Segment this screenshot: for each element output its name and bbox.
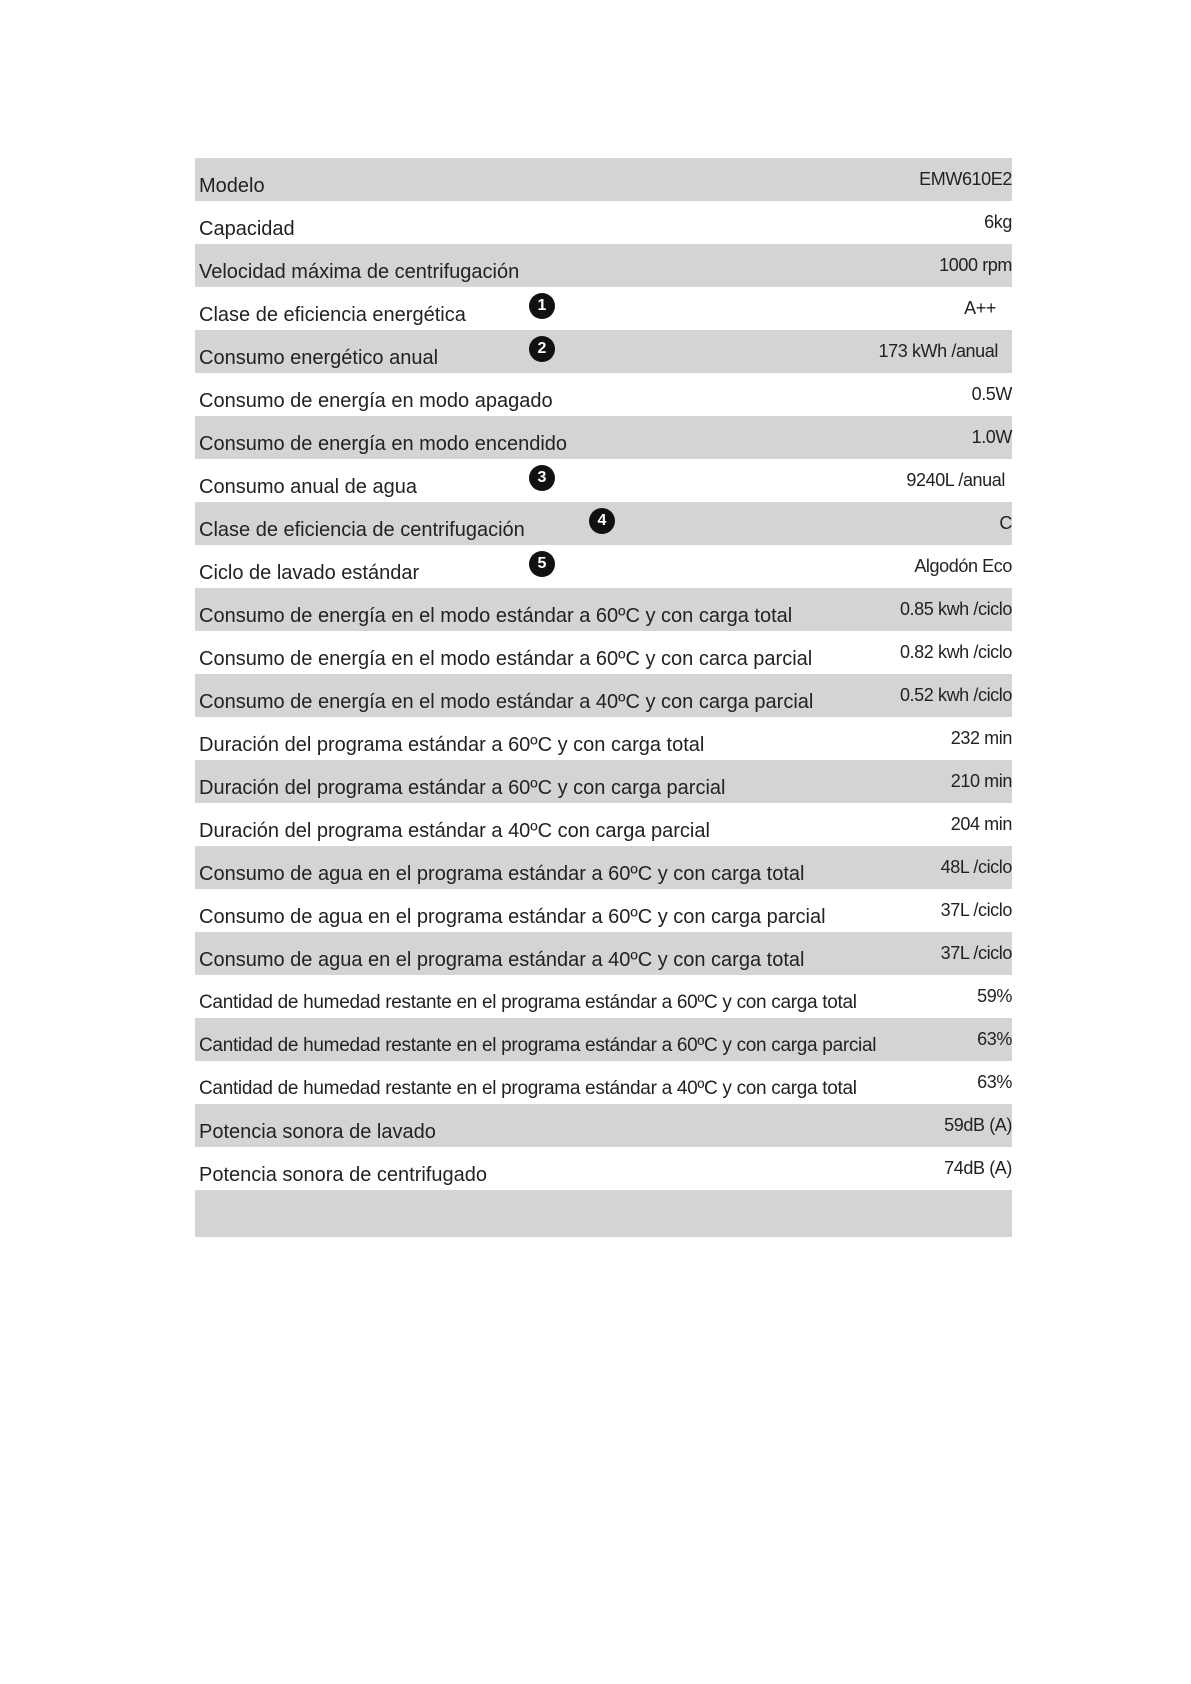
spec-row-energia-60-total	[195, 588, 1012, 631]
spec-row-energia-60-parcial	[195, 631, 1012, 674]
spec-label: Duración del programa estándar a 60ºC y con carga parcial	[199, 777, 726, 799]
spec-label: Modelo	[199, 175, 265, 197]
spec-value: 63%	[977, 1072, 1012, 1092]
spec-label: Duración del programa estándar a 40ºC con carga parcial	[199, 820, 710, 842]
spec-label: Potencia sonora de centrifugado	[199, 1164, 487, 1186]
spec-value: 37L /ciclo	[940, 900, 1012, 920]
spec-row-ciclo-lavado	[195, 545, 1012, 588]
footnote-marker-icon: 2	[529, 336, 555, 362]
spec-label: Potencia sonora de lavado	[199, 1121, 436, 1143]
spec-label: Ciclo de lavado estándar	[199, 562, 420, 584]
spec-label: Consumo de energía en el modo estándar a 60ºC y con carga total	[199, 605, 793, 627]
spec-row-agua-40-total	[195, 932, 1012, 975]
spec-value: 63%	[977, 1029, 1012, 1049]
footnote-marker-icon: 4	[589, 508, 615, 534]
spec-value: C	[999, 513, 1012, 533]
spec-label: Velocidad máxima de centrifugación	[199, 261, 520, 283]
spec-value: 48L /ciclo	[940, 857, 1012, 877]
spec-value: A++	[964, 298, 996, 318]
spec-value: EMW610E2	[919, 169, 1012, 189]
spec-label: Consumo de energía en el modo estándar a 40ºC y con carga parcial	[199, 691, 814, 713]
spec-label: Consumo energético anual	[199, 347, 439, 369]
spec-value: 59%	[977, 986, 1012, 1006]
spec-row-agua-60-parcial	[195, 889, 1012, 932]
spec-row-duracion-40-parcial	[195, 803, 1012, 846]
spec-value: 1000 rpm	[939, 255, 1012, 275]
footnote-marker-icon: 5	[529, 551, 555, 577]
spec-value: 59dB (A)	[944, 1115, 1012, 1135]
spec-row-sonido-centrifugado	[195, 1147, 1012, 1190]
spec-row-modo-encendido	[195, 416, 1012, 459]
footnote-marker-icon: 1	[529, 293, 555, 319]
spec-label: Cantidad de humedad restante en el programa estándar a 40ºC y con carga total	[199, 1078, 857, 1099]
spec-label: Consumo de agua en el programa estándar a 40ºC y con carga total	[199, 949, 805, 971]
spec-label: Consumo de energía en modo apagado	[199, 390, 553, 412]
spec-table	[195, 158, 1012, 1237]
spec-label: Cantidad de humedad restante en el programa estándar a 60ºC y con carga parcial	[199, 1035, 877, 1056]
spec-row-consumo-agua	[195, 459, 1012, 502]
spec-row-energia-40-parcial	[195, 674, 1012, 717]
spec-label: Consumo anual de agua	[199, 476, 417, 498]
spec-value: 1.0W	[971, 427, 1012, 447]
spec-row-clase-energetica	[195, 287, 1012, 330]
spec-row-modo-apagado	[195, 373, 1012, 416]
spec-row-sonido-lavado	[195, 1104, 1012, 1147]
footnote-marker-icon: 3	[529, 465, 555, 491]
spec-row-modelo	[195, 158, 1012, 201]
spec-value: 210 min	[950, 771, 1012, 791]
spec-value: 37L /ciclo	[940, 943, 1012, 963]
spec-row-agua-60-total	[195, 846, 1012, 889]
spec-label: Capacidad	[199, 218, 295, 240]
spec-row-velocidad	[195, 244, 1012, 287]
spec-value: 0.85 kwh /ciclo	[899, 599, 1012, 619]
spec-value: 9240L /anual	[906, 470, 1005, 490]
spec-row-humedad-40-total	[195, 1061, 1012, 1104]
spec-label: Consumo de agua en el programa estándar a 60ºC y con carga total	[199, 863, 805, 885]
spec-label: Clase de eficiencia de centrifugación	[199, 519, 525, 541]
spec-row-duracion-60-parcial	[195, 760, 1012, 803]
spec-value: 0.5W	[971, 384, 1012, 404]
spec-label: Consumo de energía en modo encendido	[199, 433, 568, 455]
spec-row-humedad-60-parcial	[195, 1018, 1012, 1061]
spec-row-duracion-60-total	[195, 717, 1012, 760]
spec-value: Algodón Eco	[914, 556, 1012, 576]
spec-label: Consumo de energía en el modo estándar a 60ºC y con carca parcial	[199, 648, 813, 670]
spec-row-clase-centrifugacion	[195, 502, 1012, 545]
spec-value: 0.52 kwh /ciclo	[899, 685, 1012, 705]
spec-row-empty	[195, 1190, 1012, 1237]
spec-value: 204 min	[950, 814, 1012, 834]
spec-value: 6kg	[984, 212, 1012, 232]
spec-label: Cantidad de humedad restante en el programa estándar a 60ºC y con carga total	[199, 992, 857, 1013]
spec-value: 0.82 kwh /ciclo	[899, 642, 1012, 662]
spec-value: 74dB (A)	[944, 1158, 1012, 1178]
spec-row-humedad-60-total	[195, 975, 1012, 1018]
spec-label: Clase de eficiencia energética	[199, 304, 466, 326]
spec-value: 173 kWh /anual	[878, 341, 998, 361]
spec-label: Consumo de agua en el programa estándar a 60ºC y con carga parcial	[199, 906, 826, 928]
spec-row-consumo-anual	[195, 330, 1012, 373]
spec-row-capacidad	[195, 201, 1012, 244]
spec-label: Duración del programa estándar a 60ºC y con carga total	[199, 734, 705, 756]
spec-value: 232 min	[950, 728, 1012, 748]
